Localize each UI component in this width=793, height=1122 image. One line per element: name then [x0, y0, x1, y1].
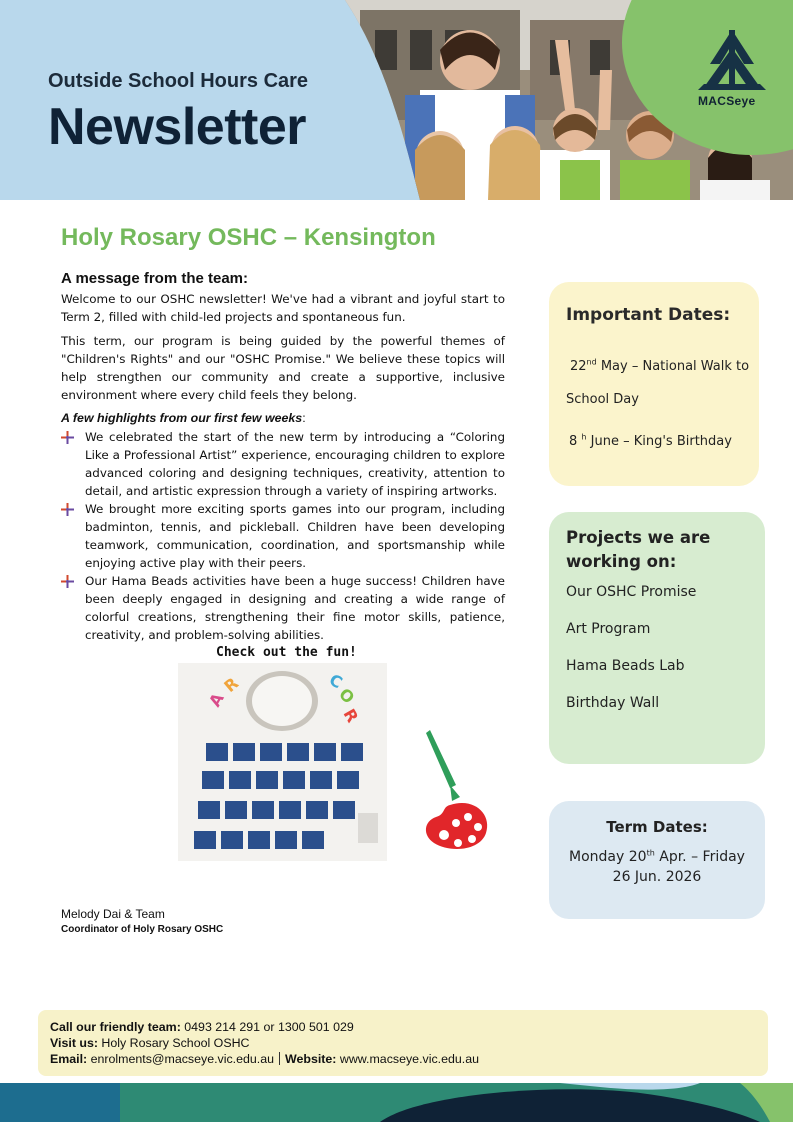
- contact-visit: Visit us: Holy Rosary School OSHC: [50, 1036, 250, 1050]
- highlights-list: [61, 428, 505, 644]
- logo-wordmark: MACSeye: [698, 94, 756, 108]
- arts-corner-photo: [178, 663, 387, 861]
- list-item: We brought more exciting sports games into our program, including badminton, tennis, and pickleball. Children have been developing teamwork, communication, coordination, and sportsmanship while enjoying active play with their peers.: [61, 500, 505, 572]
- projects-card: [549, 512, 765, 764]
- header-subtitle: Outside School Hours Care: [48, 70, 309, 92]
- term-dates-line-2: 26 Jun. 2026: [612, 869, 702, 885]
- date-item-continuation: School Day: [566, 392, 639, 407]
- footer-decoration: [0, 1083, 793, 1122]
- contact-phone: Call our friendly team: 0493 214 291 or 1300 501 029: [50, 1020, 354, 1034]
- header-title: Newsletter: [48, 98, 306, 156]
- website-link[interactable]: www.macseye.vic.edu.au: [336, 1052, 479, 1066]
- contact-box: [38, 1010, 768, 1076]
- contact-email-website: Email: enrolments@macseye.vic.edu.au Website: www.macseye.vic.edu.au: [50, 1052, 479, 1066]
- message-paragraph-1: Welcome to our OSHC newsletter! We've had a vibrant and joyful start to Term 2, filled with child-led projects and spontaneous fun.: [61, 292, 505, 324]
- project-item: Our OSHC Promise: [566, 584, 697, 600]
- project-item: Birthday Wall: [566, 695, 660, 711]
- paint-palette-icon: [420, 725, 492, 855]
- svg-text:A: A: [205, 689, 228, 710]
- email-link[interactable]: enrolments@macseye.vic.edu.au: [87, 1052, 275, 1066]
- date-item: 22nd May – National Walk to: [570, 357, 750, 374]
- term-dates-line-1: Monday 20th Apr. – Friday: [569, 848, 745, 865]
- star-bullet-icon: [61, 431, 74, 444]
- highlights-heading: A few highlights from our first few weeks:: [61, 411, 306, 425]
- svg-text:R: R: [220, 673, 243, 697]
- svg-text:R: R: [339, 705, 363, 726]
- list-item: We celebrated the start of the new term by introducing a “Coloring Like a Professional Artist” experience, encouraging children to explore advanced coloring and designing techniques, creativity, attention to detail, and artistic expression through a variety of inspiring artworks.: [61, 428, 505, 500]
- important-dates-card: [549, 282, 759, 486]
- projects-title: Projects we are working on:: [566, 528, 711, 571]
- star-bullet-icon: [61, 575, 74, 588]
- list-item: Our Hama Beads activities have been a huge success! Children have been deeply engaged in designing and creating a wide range of colorful creations, strengthening their fine motor skills, patience, creativity, and problem-solving abilities.: [61, 572, 505, 644]
- header-banner: [0, 0, 793, 200]
- project-item: Art Program: [566, 621, 651, 637]
- term-dates-title: Term Dates:: [606, 818, 708, 836]
- school-title: Holy Rosary OSHC – Kensington: [61, 224, 436, 251]
- signature-role: Coordinator of Holy Rosary OSHC: [61, 924, 224, 935]
- svg-text:C: C: [326, 670, 346, 693]
- divider: [279, 1052, 280, 1065]
- message-paragraph-2: This term, our program is being guided by the powerful themes of "Children's Rights" and our "OSHC Promise." We believe these topics will help strengthen our community and create a supportive, inclusive environment where every child feels they belong.: [61, 334, 505, 402]
- svg-text:O: O: [335, 684, 359, 708]
- signature-name: Melody Dai & Team: [61, 907, 165, 921]
- star-bullet-icon: [61, 503, 74, 516]
- project-item: Hama Beads Lab: [566, 658, 685, 674]
- message-heading: A message from the team:: [61, 270, 249, 287]
- check-out-caption: Check out the fun!: [216, 645, 357, 660]
- term-dates-card: [549, 801, 765, 919]
- important-dates-title: Important Dates:: [566, 305, 731, 325]
- date-item: 8 $^h$ June – King's Birthday: [569, 432, 732, 449]
